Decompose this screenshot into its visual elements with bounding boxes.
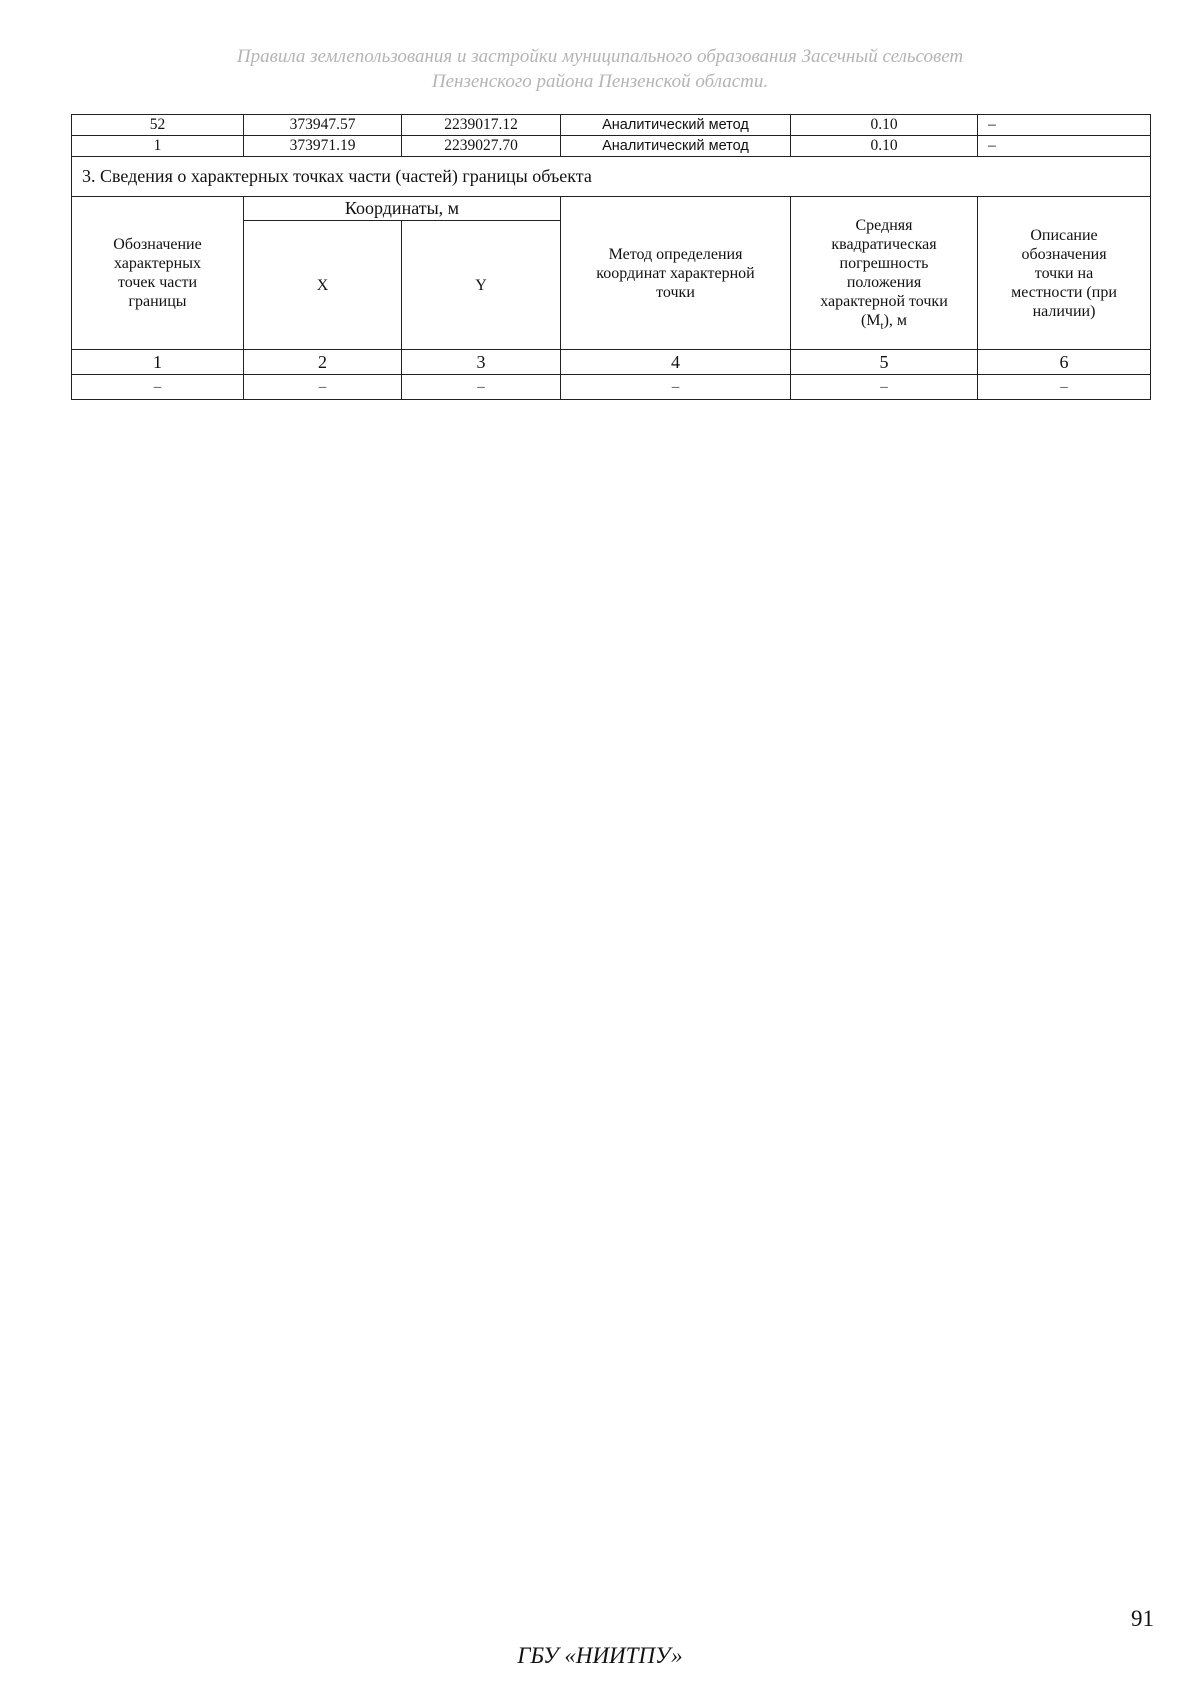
table-row <box>72 115 1151 136</box>
error-cell: 0.10 <box>791 136 978 157</box>
column-number: 6 <box>978 350 1151 375</box>
empty-cell: – <box>244 375 402 400</box>
table-row <box>72 136 1151 157</box>
x-header: X <box>244 221 402 350</box>
y-cell: 2239027.70 <box>402 136 561 157</box>
coordinates-header: Координаты, м <box>244 197 561 221</box>
column-number: 5 <box>791 350 978 375</box>
coordinates-table <box>71 114 1151 400</box>
running-header-line-1: Правила землепользования и застройки муниципального образования Засечный сельсовет <box>236 46 964 67</box>
description-cell: – <box>978 115 1151 136</box>
y-header: Y <box>402 221 561 350</box>
column-number: 4 <box>561 350 791 375</box>
table-row <box>72 375 1151 400</box>
running-header-line-2: Пензенского района Пензенской области. <box>431 71 769 92</box>
column-number-row <box>72 350 1151 375</box>
section-title: 3. Сведения о характерных точках части (частей) границы объекта <box>72 157 1151 197</box>
empty-cell: – <box>561 375 791 400</box>
method-header: Метод определения координат характерной точки <box>561 197 791 350</box>
empty-cell: – <box>72 375 244 400</box>
x-cell: 373971.19 <box>244 136 402 157</box>
point-designation-header: Обозначение характерных точек части границы <box>72 197 244 350</box>
footer-organization: ГБУ «НИИТПУ» <box>517 1643 683 1668</box>
empty-cell: – <box>402 375 561 400</box>
column-number: 2 <box>244 350 402 375</box>
x-cell: 373947.57 <box>244 115 402 136</box>
running-header <box>0 44 1200 94</box>
description-cell: – <box>978 136 1151 157</box>
point-cell: 1 <box>72 136 244 157</box>
page-number: 91 <box>1131 1606 1154 1631</box>
column-number: 1 <box>72 350 244 375</box>
empty-cell: – <box>978 375 1151 400</box>
method-cell: Аналитический метод <box>561 115 791 136</box>
column-number: 3 <box>402 350 561 375</box>
y-cell: 2239017.12 <box>402 115 561 136</box>
empty-cell: – <box>791 375 978 400</box>
header-row <box>72 197 1151 221</box>
description-header: Описание обозначения точки на местности (при наличии) <box>978 197 1151 350</box>
mean-square-error-header: Средняя квадратическая погрешность положения характерной точки $(M_t)$, м <box>791 197 978 350</box>
error-cell: 0.10 <box>791 115 978 136</box>
method-cell: Аналитический метод <box>561 136 791 157</box>
point-cell: 52 <box>72 115 244 136</box>
section-title-row <box>72 157 1151 197</box>
subscript-t: t <box>880 320 884 333</box>
